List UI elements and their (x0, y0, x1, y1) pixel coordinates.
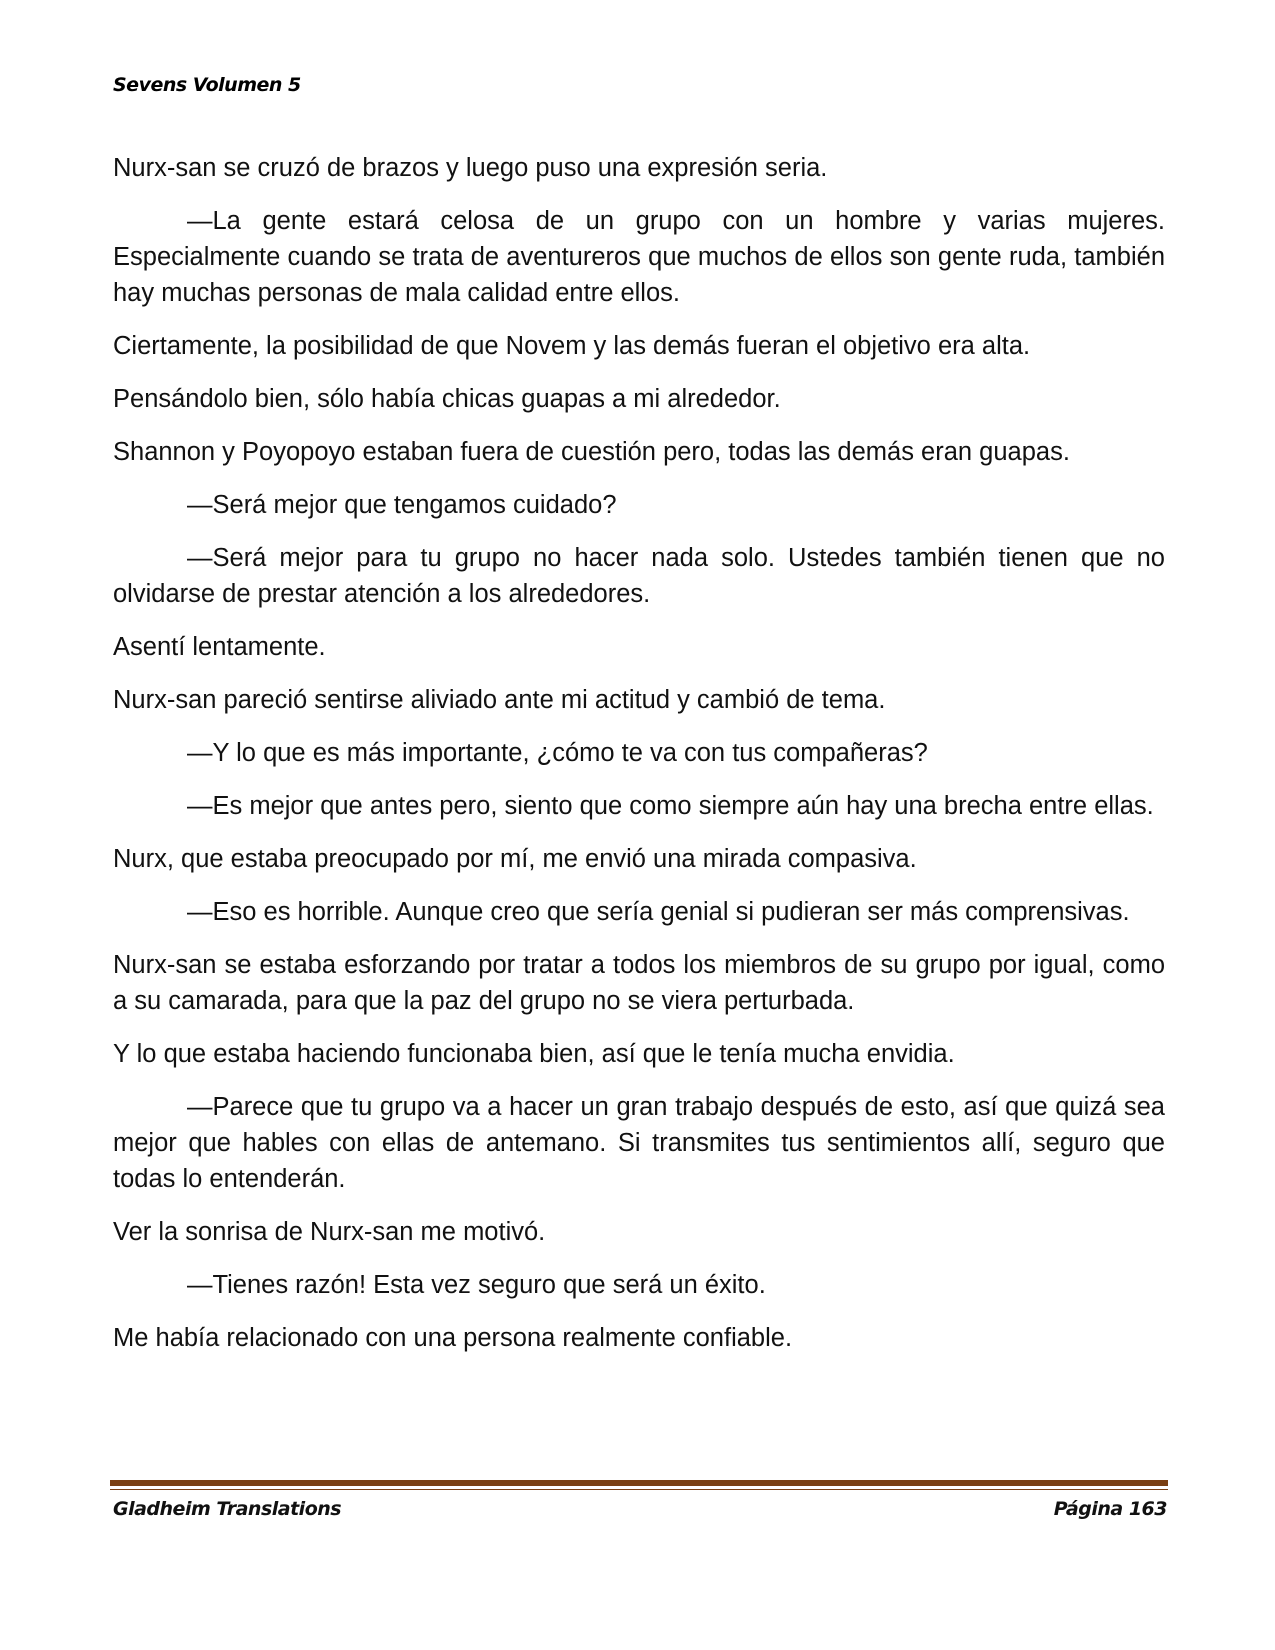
paragraph: Pensándolo bien, sólo había chicas guapas a mi alrededor. (113, 385, 781, 413)
dialogue-paragraph: —Será mejor para tu grupo no hacer nada solo. Ustedes también tienen que no olvidarse de prestar atención a los alrededores. (113, 544, 1165, 608)
page-body (113, 150, 1165, 1373)
paragraph: Shannon y Poyopoyo estaban fuera de cuestión pero, todas las demás eran guapas. (113, 438, 1070, 466)
dialogue-paragraph: —La gente estará celosa de un grupo con un hombre y varias mujeres. Especialmente cuando se trata de aventureros que muchos de ellos son gente ruda, también hay muchas personas de mala calidad entre ellos. (113, 207, 1165, 307)
dialogue-paragraph: —Y lo que es más importante, ¿cómo te va con tus compañeras? (187, 739, 928, 767)
page-number: Página 163 (1053, 1498, 1167, 1520)
paragraph: Nurx, que estaba preocupado por mí, me envió una mirada compasiva. (113, 845, 917, 873)
dialogue-paragraph: —Parece que tu grupo va a hacer un gran trabajo después de esto, así que quizá sea mejor que hables con ellas de antemano. Si transmites tus sentimientos allí, seguro que todas lo entenderán. (113, 1093, 1165, 1193)
paragraph: Y lo que estaba haciendo funcionaba bien, así que le tenía mucha envidia. (113, 1040, 955, 1068)
paragraph: Nurx-san se cruzó de brazos y luego puso una expresión seria. (113, 154, 828, 182)
footer-rule-thick (110, 1480, 1168, 1486)
footer-rule-thin (110, 1489, 1168, 1490)
paragraph: Ver la sonrisa de Nurx-san me motivó. (113, 1218, 546, 1246)
paragraph: Asentí lentamente. (113, 633, 326, 661)
running-header: Sevens Volumen 5 (113, 74, 301, 96)
paragraph: Ciertamente, la posibilidad de que Novem y las demás fueran el objetivo era alta. (113, 332, 1031, 360)
dialogue-paragraph: —Es mejor que antes pero, siento que como siempre aún hay una brecha entre ellas. (187, 792, 1154, 820)
dialogue-paragraph: —Eso es horrible. Aunque creo que sería genial si pudieran ser más comprensivas. (187, 898, 1130, 926)
paragraph: Me había relacionado con una persona realmente confiable. (113, 1324, 793, 1352)
dialogue-paragraph: —Será mejor que tengamos cuidado? (187, 491, 617, 519)
page-footer (113, 1498, 1167, 1520)
paragraph: Nurx-san se estaba esforzando por tratar a todos los miembros de su grupo por igual, como a su camarada, para que la paz del grupo no se viera perturbada. (113, 951, 1165, 1015)
paragraph: Nurx-san pareció sentirse aliviado ante mi actitud y cambió de tema. (113, 686, 886, 714)
footer-publisher: Gladheim Translations (113, 1498, 342, 1520)
dialogue-paragraph: —Tienes razón! Esta vez seguro que será un éxito. (187, 1271, 766, 1299)
